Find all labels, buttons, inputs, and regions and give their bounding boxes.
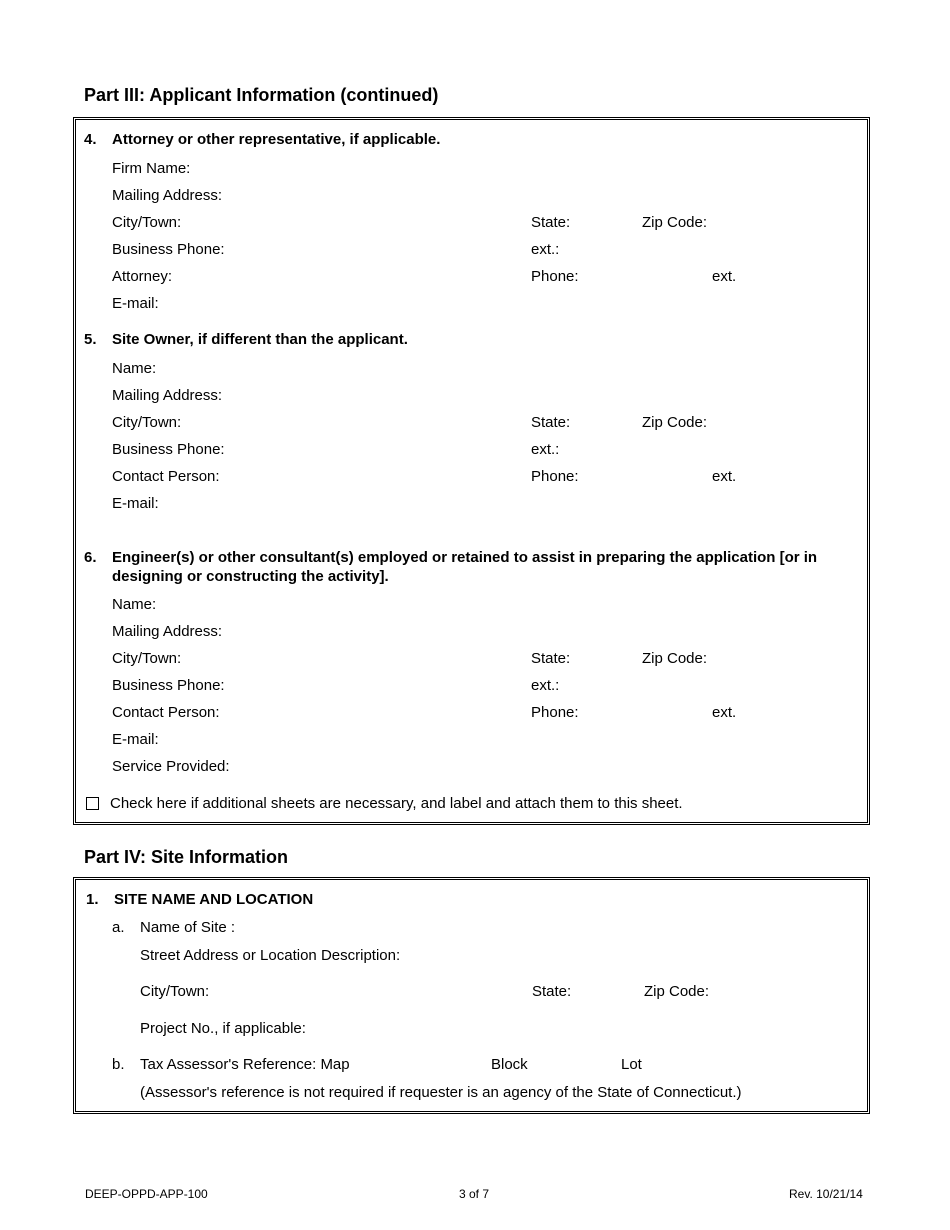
business-phone-label: Business Phone: [112,241,225,258]
firm-name-label: Firm Name: [112,160,191,177]
assessor-note: (Assessor's reference is not required if requester is an agency of the State of Connecticut.) [140,1084,742,1101]
ext-label: ext.: [531,677,560,694]
ext-label: ext.: [531,441,560,458]
business-phone-label: Business Phone: [112,441,225,458]
name-label: Name: [112,596,157,613]
additional-sheets-checkbox[interactable] [86,797,99,810]
business-phone-label: Business Phone: [112,677,225,694]
site-name-label: Name of Site : [140,919,236,936]
mailing-address-label: Mailing Address: [112,387,223,404]
email-label: E-mail: [112,295,159,312]
phone-ext-label: ext. [712,468,737,485]
lot-label: Lot [621,1056,642,1073]
page-number: 3 of 7 [459,1187,490,1201]
attorney-label: Attorney: [112,268,173,285]
state-label: State: [532,983,572,1000]
zip-code-label: Zip Code: [644,983,710,1000]
contact-person-label: Contact Person: [112,704,220,721]
section-5-heading: Site Owner, if different than the applicant. [112,331,408,348]
zip-code-label: Zip Code: [642,650,708,667]
section-4-heading: Attorney or other representative, if applicable. [112,131,441,148]
contact-person-label: Contact Person: [112,468,220,485]
item-b-marker: b. [112,1056,125,1073]
project-number-label: Project No., if applicable: [140,1020,306,1037]
phone-label: Phone: [531,468,579,485]
mailing-address-label: Mailing Address: [112,187,223,204]
phone-ext-label: ext. [712,268,737,285]
state-label: State: [531,414,571,431]
additional-sheets-label: Check here if additional sheets are necessary, and label and attach them to this sheet. [110,795,683,812]
city-town-label: City/Town: [112,650,182,667]
section-6-number: 6. [84,549,97,566]
name-label: Name: [112,360,157,377]
part-3-title: Part III: Applicant Information (continued) [84,85,439,105]
section-6-heading-line-2: designing or constructing the activity]. [112,568,389,585]
mailing-address-label: Mailing Address: [112,623,223,640]
section-5-number: 5. [84,331,97,348]
tax-map-label: Tax Assessor's Reference: Map [140,1056,350,1073]
email-label: E-mail: [112,731,159,748]
street-address-label: Street Address or Location Description: [140,947,401,964]
zip-code-label: Zip Code: [642,414,708,431]
email-label: E-mail: [112,495,159,512]
section-6-heading-line-1: Engineer(s) or other consultant(s) employed or retained to assist in preparing the application [or in [112,549,818,566]
phone-ext-label: ext. [712,704,737,721]
city-town-label: City/Town: [140,983,210,1000]
section-4-number: 4. [84,131,97,148]
form-id: DEEP-OPPD-APP-100 [85,1187,208,1201]
phone-label: Phone: [531,268,579,285]
ext-label: ext.: [531,241,560,258]
block-label: Block [491,1056,528,1073]
revision-date: Rev. 10/21/14 [789,1187,863,1201]
state-label: State: [531,650,571,667]
zip-code-label: Zip Code: [642,214,708,231]
phone-label: Phone: [531,704,579,721]
part-4-title: Part IV: Site Information [84,847,289,867]
city-town-label: City/Town: [112,414,182,431]
item-a-marker: a. [112,919,125,936]
service-provided-label: Service Provided: [112,758,230,775]
site-name-location-heading: SITE NAME AND LOCATION [114,891,314,908]
site-section-1-number: 1. [86,891,99,908]
city-town-label: City/Town: [112,214,182,231]
state-label: State: [531,214,571,231]
